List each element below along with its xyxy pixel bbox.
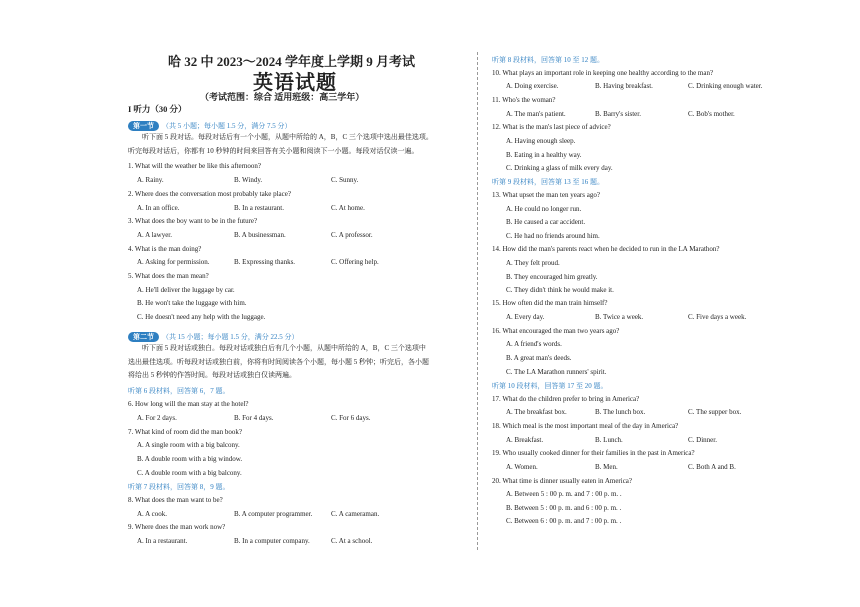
- section-2-note: （共 15 小题；每小题 1.5 分，满分 22.5 分）: [162, 333, 299, 342]
- question-14: 14. How did the man's parents react when he decided to run in the LA Marathon?: [492, 245, 720, 253]
- material-8-label: 听第 8 段材料，回答第 10 至 12 题。: [492, 56, 604, 64]
- q10-option-a: A. Doing exercise.: [506, 82, 559, 90]
- question-20: 20. What time is dinner usually eaten in America?: [492, 477, 633, 485]
- q3-option-b: B. A businessman.: [234, 231, 286, 239]
- q6-option-a: A. For 2 days.: [137, 414, 177, 422]
- q5-option-c: C. He doesn't need any help with the luggage.: [137, 313, 266, 321]
- q8-option-c: C. A cameraman.: [331, 510, 380, 518]
- question-11: 11. Who's the woman?: [492, 96, 556, 104]
- part-heading: I 听力（30 分）: [128, 104, 187, 114]
- q1-option-b: B. Windy.: [234, 176, 263, 184]
- question-2: 2. Where does the conversation most probably take place?: [128, 190, 291, 198]
- question-9: 9. Where does the man work now?: [128, 523, 226, 531]
- q10-option-c: C. Drinking enough water.: [688, 82, 763, 90]
- subject-title: 英语试题: [253, 72, 337, 94]
- q16-option-a: A. A friend's words.: [506, 340, 562, 348]
- q20-option-b: B. Between 5 : 00 p. m. and 6 : 00 p. m. .: [506, 504, 622, 512]
- material-9-label: 听第 9 段材料，回答第 13 至 16 题。: [492, 178, 604, 186]
- question-12: 12. What is the man's last piece of advice?: [492, 123, 611, 131]
- q1-option-a: A. Rainy.: [137, 176, 164, 184]
- q12-option-a: A. Having enough sleep.: [506, 137, 576, 145]
- directions-line: 将给出 5 秒钟的作答时间。每段对话或独白仅读两遍。: [128, 371, 296, 379]
- q18-option-c: C. Dinner.: [688, 436, 717, 444]
- q11-option-c: C. Bob's mother.: [688, 110, 735, 118]
- q19-option-b: B. Men.: [595, 463, 618, 471]
- q13-option-b: B. He caused a car accident.: [506, 218, 586, 226]
- q17-option-a: A. The breakfast box.: [506, 408, 567, 416]
- section-1-note: （共 5 小题；每小题 1.5 分，满分 7.5 分）: [162, 122, 292, 131]
- question-6: 6. How long will the man stay at the hotel?: [128, 400, 249, 408]
- question-8: 8. What does the man want to be?: [128, 496, 223, 504]
- q14-option-b: B. They encouraged him greatly.: [506, 273, 598, 281]
- section-1-directions: [128, 131, 433, 158]
- question-16: 16. What encouraged the man two years ago?: [492, 327, 620, 335]
- q11-option-a: A. The man's patient.: [506, 110, 566, 118]
- q12-option-b: B. Eating in a healthy way.: [506, 151, 582, 159]
- directions-line: 听下面 5 段对话。每段对话后有一个小题，从题中所给的 A，B，C 三个选项中选出最佳选项。: [142, 133, 433, 141]
- q15-option-a: A. Every day.: [506, 313, 545, 321]
- q15-option-c: C. Five days a week.: [688, 313, 747, 321]
- section-1-badge: 第一节: [128, 121, 159, 131]
- q13-option-a: A. He could no longer run.: [506, 205, 582, 213]
- q6-option-c: C. For 6 days.: [331, 414, 371, 422]
- q12-option-c: C. Drinking a glass of milk every day.: [506, 164, 613, 172]
- q4-option-c: C. Offering help.: [331, 258, 379, 266]
- q8-option-b: B. A computer programmer.: [234, 510, 313, 518]
- directions-line: 听完每段对话后，你都有 10 秒钟的时间来回答有关小题和阅读下一小题。每段对话仅读一遍。: [128, 146, 419, 155]
- q19-option-c: C. Both A and B.: [688, 463, 736, 471]
- q17-option-c: C. The supper box.: [688, 408, 742, 416]
- exam-scope: （考试范围：综合 适用班级：高三学年）: [200, 92, 365, 102]
- q20-option-c: C. Between 6 : 00 p. m. and 7 : 00 p. m. .: [506, 517, 622, 525]
- q4-option-b: B. Expressing thanks.: [234, 258, 296, 266]
- q7-option-a: A. A single room with a big balcony.: [137, 441, 240, 449]
- question-3: 3. What does the boy want to be in the future?: [128, 217, 258, 225]
- q11-option-b: B. Barry's sister.: [595, 110, 641, 118]
- q2-option-b: B. In a restaurant.: [234, 204, 284, 212]
- q3-option-c: C. A professor.: [331, 231, 373, 239]
- question-1: 1. What will the weather be like this afternoon?: [128, 162, 262, 170]
- question-4: 4. What is the man doing?: [128, 245, 202, 253]
- q19-option-a: A. Women.: [506, 463, 538, 471]
- material-6-label: 听第 6 段材料，回答第 6，7 题。: [128, 387, 230, 395]
- q5-option-b: B. He won't take the luggage with him.: [137, 299, 247, 307]
- q16-option-b: B. A great man's deeds.: [506, 354, 572, 362]
- q7-option-c: C. A double room with a big balcony.: [137, 469, 242, 477]
- q9-option-a: A. In a restaurant.: [137, 537, 188, 545]
- q2-option-c: C. At home.: [331, 204, 365, 212]
- q17-option-b: B. The lunch box.: [595, 408, 646, 416]
- question-7: 7. What kind of room did the man book?: [128, 428, 242, 436]
- q14-option-c: C. They didn't think he would make it.: [506, 286, 614, 294]
- question-13: 13. What upset the man ten years ago?: [492, 191, 600, 199]
- material-7-label: 听第 7 段材料，回答第 8，9 题。: [128, 483, 230, 491]
- question-5: 5. What does the man mean?: [128, 272, 209, 280]
- section-2-directions: [128, 342, 429, 383]
- q8-option-a: A. A cook.: [137, 510, 167, 518]
- question-19: 19. Who usually cooked dinner for their families in the past in America?: [492, 449, 695, 457]
- exam-title: 哈 32 中 2023～2024 学年度上学期 9 月考试: [168, 54, 416, 69]
- column-divider: [477, 52, 478, 550]
- q5-option-a: A. He'll deliver the luggage by car.: [137, 286, 235, 294]
- q9-option-c: C. At a school.: [331, 537, 373, 545]
- question-18: 18. Which meal is the most important meal of the day in America?: [492, 422, 679, 430]
- q15-option-b: B. Twice a week.: [595, 313, 644, 321]
- q9-option-b: B. In a computer company.: [234, 537, 310, 545]
- q18-option-b: B. Lunch.: [595, 436, 623, 444]
- section-2-badge: 第二节: [128, 332, 159, 342]
- q1-option-c: C. Sunny.: [331, 176, 359, 184]
- q20-option-a: A. Between 5 : 00 p. m. and 7 : 00 p. m. .: [506, 490, 622, 498]
- q2-option-a: A. In an office.: [137, 204, 180, 212]
- q4-option-a: A. Asking for permission.: [137, 258, 210, 266]
- material-10-label: 听第 10 段材料，回答第 17 至 20 题。: [492, 382, 608, 390]
- q16-option-c: C. The LA Marathon runners' spirit.: [506, 368, 607, 376]
- question-10: 10. What plays an important role in keeping one healthy according to the man?: [492, 69, 714, 77]
- q14-option-a: A. They felt proud.: [506, 259, 560, 267]
- directions-line: 选出最佳选项。听每段对话或独白前，你将有时间阅读各个小题，每小题 5 秒钟；听完后，各小题: [128, 357, 429, 366]
- q18-option-a: A. Breakfast.: [506, 436, 544, 444]
- directions-line: 听下面 5 段对话或独白。每段对话或独白后有几个小题，从题中所给的 A，B，C 三个选项中: [142, 344, 426, 352]
- q13-option-c: C. He had no friends around him.: [506, 232, 600, 240]
- q3-option-a: A. A lawyer.: [137, 231, 172, 239]
- question-17: 17. What do the children prefer to bring in America?: [492, 395, 640, 403]
- q7-option-b: B. A double room with a big window.: [137, 455, 243, 463]
- question-15: 15. How often did the man train himself?: [492, 299, 608, 307]
- q10-option-b: B. Having breakfast.: [595, 82, 653, 90]
- q6-option-b: B. For 4 days.: [234, 414, 274, 422]
